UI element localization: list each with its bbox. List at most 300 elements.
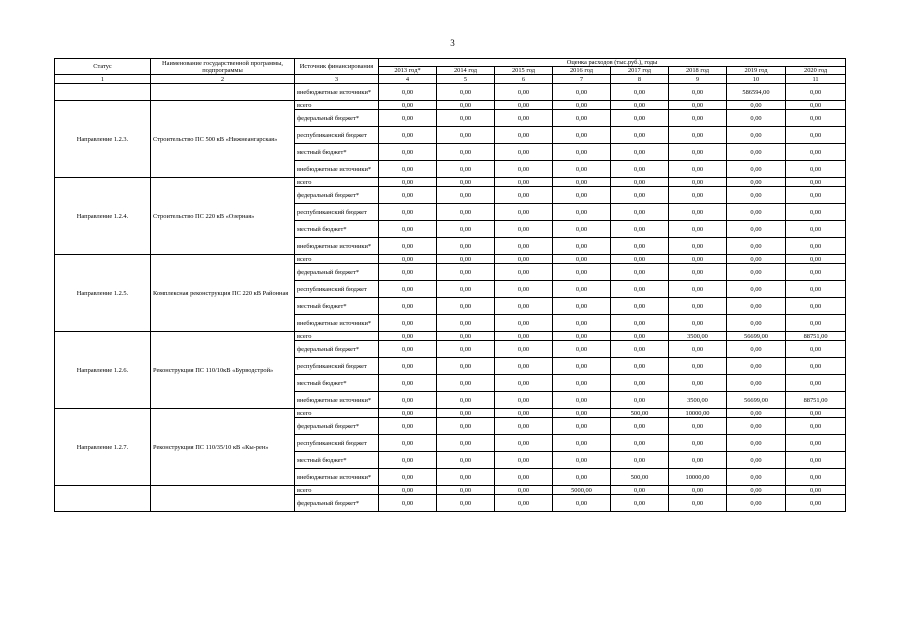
value-cell: 0,00 (437, 435, 495, 452)
value-cell: 0,00 (786, 495, 846, 512)
value-cell: 0,00 (379, 204, 437, 221)
page-number: 3 (450, 38, 455, 48)
value-cell: 0,00 (727, 341, 786, 358)
value-cell: 0,00 (669, 255, 727, 264)
program-name-cell: Реконструкция ПС 110/10кВ «Бурводстрой» (151, 332, 295, 409)
value-cell: 0,00 (611, 255, 669, 264)
value-cell: 0,00 (611, 452, 669, 469)
value-cell: 0,00 (553, 495, 611, 512)
value-cell: 0,00 (786, 298, 846, 315)
value-cell: 0,00 (611, 315, 669, 332)
value-cell: 0,00 (553, 341, 611, 358)
value-cell: 0,00 (669, 204, 727, 221)
funding-source-cell: республиканский бюджет (295, 127, 379, 144)
value-cell: 0,00 (437, 264, 495, 281)
value-cell: 0,00 (379, 452, 437, 469)
value-cell: 0,00 (553, 418, 611, 435)
value-cell: 0,00 (786, 315, 846, 332)
value-cell: 0,00 (379, 101, 437, 110)
value-cell: 0,00 (437, 281, 495, 298)
value-cell: 0,00 (437, 332, 495, 341)
funding-source-cell: внебюджетные источники* (295, 469, 379, 486)
value-cell: 0,00 (611, 341, 669, 358)
value-cell: 0,00 (611, 144, 669, 161)
program-name-cell: Реконструкция ПС 110/35/10 кВ «Кы-рен» (151, 409, 295, 486)
funding-source-cell: федеральный бюджет* (295, 110, 379, 127)
funding-source-cell: внебюджетные источники* (295, 84, 379, 101)
value-cell: 88751,00 (786, 392, 846, 409)
value-cell: 0,00 (611, 204, 669, 221)
value-cell: 0,00 (495, 161, 553, 178)
value-cell: 0,00 (495, 332, 553, 341)
value-cell: 0,00 (611, 238, 669, 255)
value-cell: 0,00 (669, 221, 727, 238)
value-cell: 56699,00 (727, 332, 786, 341)
value-cell: 0,00 (669, 161, 727, 178)
value-cell: 0,00 (786, 161, 846, 178)
table-header (55, 59, 846, 84)
value-cell: 0,00 (379, 486, 437, 495)
value-cell: 0,00 (669, 418, 727, 435)
value-cell: 0,00 (437, 101, 495, 110)
value-cell: 0,00 (669, 264, 727, 281)
value-cell: 0,00 (727, 375, 786, 392)
value-cell: 0,00 (495, 204, 553, 221)
value-cell: 0,00 (669, 486, 727, 495)
value-cell: 0,00 (379, 221, 437, 238)
value-cell: 0,00 (379, 178, 437, 187)
funding-source-cell: всего (295, 255, 379, 264)
funding-source-cell: внебюджетные источники* (295, 238, 379, 255)
value-cell: 0,00 (727, 495, 786, 512)
funding-source-cell: федеральный бюджет* (295, 341, 379, 358)
funding-source-cell: республиканский бюджет (295, 435, 379, 452)
year-header: 2017 год (611, 67, 669, 75)
value-cell: 0,00 (553, 469, 611, 486)
value-cell: 0,00 (495, 298, 553, 315)
value-cell: 0,00 (786, 435, 846, 452)
value-cell: 0,00 (727, 409, 786, 418)
value-cell: 0,00 (727, 255, 786, 264)
value-cell: 0,00 (553, 409, 611, 418)
value-cell: 0,00 (495, 84, 553, 101)
value-cell: 0,00 (611, 358, 669, 375)
budget-table (54, 58, 846, 512)
value-cell: 0,00 (786, 358, 846, 375)
value-cell: 0,00 (437, 409, 495, 418)
value-cell: 0,00 (437, 315, 495, 332)
value-cell: 0,00 (437, 238, 495, 255)
value-cell: 0,00 (786, 178, 846, 187)
value-cell: 586594,00 (727, 84, 786, 101)
value-cell: 0,00 (553, 375, 611, 392)
value-cell: 0,00 (786, 110, 846, 127)
value-cell: 0,00 (495, 127, 553, 144)
value-cell: 0,00 (611, 418, 669, 435)
value-cell: 0,00 (495, 392, 553, 409)
value-cell: 0,00 (786, 187, 846, 204)
value-cell: 0,00 (786, 375, 846, 392)
value-cell: 0,00 (727, 435, 786, 452)
column-number: 8 (611, 75, 669, 84)
value-cell: 0,00 (437, 204, 495, 221)
year-header: 2014 год (437, 67, 495, 75)
value-cell: 0,00 (437, 469, 495, 486)
funding-source-cell: всего (295, 101, 379, 110)
table-row (55, 255, 846, 264)
value-cell: 0,00 (495, 221, 553, 238)
value-cell: 0,00 (727, 204, 786, 221)
column-number: 11 (786, 75, 846, 84)
value-cell: 0,00 (669, 435, 727, 452)
value-cell: 0,00 (611, 392, 669, 409)
value-cell: 0,00 (437, 452, 495, 469)
value-cell: 0,00 (786, 127, 846, 144)
value-cell: 0,00 (379, 315, 437, 332)
status-cell: Направление 1.2.5. (55, 255, 151, 332)
value-cell: 0,00 (437, 375, 495, 392)
year-header: 2015 год (495, 67, 553, 75)
value-cell: 0,00 (786, 255, 846, 264)
column-number-row (55, 75, 846, 84)
value-cell: 0,00 (437, 418, 495, 435)
value-cell: 0,00 (379, 161, 437, 178)
funding-source-cell: всего (295, 409, 379, 418)
table-row (55, 486, 846, 495)
value-cell: 0,00 (553, 110, 611, 127)
value-cell: 10000,00 (669, 469, 727, 486)
column-number: 3 (295, 75, 379, 84)
value-cell: 0,00 (669, 144, 727, 161)
value-cell: 0,00 (727, 315, 786, 332)
value-cell: 10000,00 (669, 409, 727, 418)
value-cell: 0,00 (786, 469, 846, 486)
value-cell: 0,00 (669, 110, 727, 127)
value-cell: 0,00 (669, 127, 727, 144)
value-cell: 0,00 (553, 187, 611, 204)
value-cell: 0,00 (727, 110, 786, 127)
value-cell: 0,00 (669, 452, 727, 469)
value-cell: 0,00 (495, 469, 553, 486)
value-cell: 0,00 (379, 238, 437, 255)
value-cell: 0,00 (437, 392, 495, 409)
value-cell: 0,00 (379, 341, 437, 358)
value-cell: 0,00 (379, 127, 437, 144)
value-cell: 0,00 (611, 187, 669, 204)
value-cell: 0,00 (379, 264, 437, 281)
year-header: 2020 год (786, 67, 846, 75)
value-cell: 0,00 (727, 221, 786, 238)
header-status: Статус (55, 59, 151, 75)
funding-source-cell: местный бюджет* (295, 298, 379, 315)
funding-source-cell: внебюджетные источники* (295, 161, 379, 178)
value-cell: 0,00 (727, 238, 786, 255)
value-cell: 0,00 (553, 161, 611, 178)
value-cell: 0,00 (553, 101, 611, 110)
value-cell: 0,00 (495, 341, 553, 358)
value-cell: 0,00 (553, 255, 611, 264)
value-cell: 0,00 (437, 486, 495, 495)
value-cell: 0,00 (379, 495, 437, 512)
funding-source-cell: республиканский бюджет (295, 281, 379, 298)
value-cell: 0,00 (727, 101, 786, 110)
funding-source-cell: местный бюджет* (295, 452, 379, 469)
value-cell: 0,00 (437, 495, 495, 512)
value-cell: 0,00 (553, 264, 611, 281)
value-cell: 0,00 (553, 127, 611, 144)
value-cell: 0,00 (611, 375, 669, 392)
program-name-cell: Строительство ПС 500 кВ «Нижнеангарская» (151, 101, 295, 178)
value-cell: 0,00 (727, 469, 786, 486)
value-cell: 0,00 (437, 255, 495, 264)
value-cell: 0,00 (379, 332, 437, 341)
value-cell: 0,00 (727, 452, 786, 469)
value-cell: 0,00 (495, 495, 553, 512)
value-cell: 0,00 (495, 409, 553, 418)
value-cell: 0,00 (437, 161, 495, 178)
value-cell: 0,00 (495, 238, 553, 255)
status-cell (55, 486, 151, 512)
value-cell: 0,00 (379, 375, 437, 392)
value-cell: 0,00 (553, 281, 611, 298)
value-cell: 0,00 (786, 341, 846, 358)
value-cell: 56699,00 (727, 392, 786, 409)
status-cell: Направление 1.2.3. (55, 101, 151, 178)
value-cell: 0,00 (611, 281, 669, 298)
value-cell: 0,00 (611, 127, 669, 144)
column-number: 1 (55, 75, 151, 84)
value-cell: 0,00 (495, 264, 553, 281)
funding-source-cell: всего (295, 332, 379, 341)
value-cell: 0,00 (611, 101, 669, 110)
value-cell: 0,00 (611, 435, 669, 452)
funding-source-cell: федеральный бюджет* (295, 495, 379, 512)
value-cell: 500,00 (611, 409, 669, 418)
value-cell: 0,00 (379, 418, 437, 435)
value-cell: 0,00 (553, 315, 611, 332)
program-name-cell (151, 486, 295, 512)
value-cell: 0,00 (611, 298, 669, 315)
value-cell: 0,00 (727, 298, 786, 315)
year-header: 2019 год (727, 67, 786, 75)
value-cell: 0,00 (379, 281, 437, 298)
funding-source-cell: внебюджетные источники* (295, 315, 379, 332)
value-cell: 0,00 (669, 298, 727, 315)
value-cell: 0,00 (379, 187, 437, 204)
funding-source-cell: местный бюджет* (295, 221, 379, 238)
value-cell: 0,00 (611, 178, 669, 187)
value-cell: 0,00 (379, 110, 437, 127)
value-cell: 0,00 (727, 281, 786, 298)
value-cell: 0,00 (786, 418, 846, 435)
value-cell: 0,00 (669, 238, 727, 255)
value-cell: 0,00 (727, 144, 786, 161)
value-cell: 0,00 (611, 495, 669, 512)
value-cell: 0,00 (553, 332, 611, 341)
table-row (55, 101, 846, 110)
value-cell: 500,00 (611, 469, 669, 486)
header-source: Источник финансирования (295, 59, 379, 75)
value-cell: 0,00 (553, 435, 611, 452)
value-cell: 0,00 (495, 452, 553, 469)
table-row (55, 332, 846, 341)
value-cell: 0,00 (495, 178, 553, 187)
value-cell: 0,00 (379, 392, 437, 409)
table-row (55, 178, 846, 187)
column-number: 10 (727, 75, 786, 84)
value-cell: 0,00 (727, 178, 786, 187)
value-cell: 0,00 (495, 187, 553, 204)
funding-source-cell: всего (295, 486, 379, 495)
value-cell: 0,00 (727, 358, 786, 375)
column-number: 2 (151, 75, 295, 84)
value-cell: 3500,00 (669, 392, 727, 409)
year-header: 2013 год* (379, 67, 437, 75)
value-cell: 0,00 (495, 358, 553, 375)
value-cell: 0,00 (669, 375, 727, 392)
column-number: 6 (495, 75, 553, 84)
value-cell: 0,00 (495, 281, 553, 298)
value-cell: 0,00 (553, 298, 611, 315)
value-cell: 0,00 (669, 281, 727, 298)
value-cell: 0,00 (553, 392, 611, 409)
value-cell: 0,00 (437, 358, 495, 375)
value-cell: 0,00 (495, 101, 553, 110)
value-cell: 0,00 (553, 358, 611, 375)
value-cell: 0,00 (437, 298, 495, 315)
column-number: 5 (437, 75, 495, 84)
value-cell: 0,00 (379, 409, 437, 418)
value-cell: 0,00 (727, 486, 786, 495)
value-cell: 0,00 (437, 221, 495, 238)
value-cell: 0,00 (437, 110, 495, 127)
value-cell: 0,00 (611, 221, 669, 238)
value-cell: 0,00 (379, 298, 437, 315)
value-cell: 0,00 (553, 221, 611, 238)
value-cell: 0,00 (727, 127, 786, 144)
value-cell: 0,00 (379, 84, 437, 101)
table-body (55, 84, 846, 512)
value-cell: 0,00 (437, 127, 495, 144)
funding-source-cell: местный бюджет* (295, 375, 379, 392)
value-cell: 0,00 (495, 435, 553, 452)
value-cell: 0,00 (786, 238, 846, 255)
value-cell: 0,00 (786, 281, 846, 298)
status-cell: Направление 1.2.7. (55, 409, 151, 486)
funding-source-cell: местный бюджет* (295, 144, 379, 161)
value-cell: 0,00 (727, 264, 786, 281)
value-cell: 0,00 (495, 375, 553, 392)
value-cell: 0,00 (786, 221, 846, 238)
value-cell: 0,00 (669, 358, 727, 375)
value-cell: 0,00 (786, 264, 846, 281)
value-cell: 0,00 (669, 495, 727, 512)
header-name: Наименование государственной программы, подпрограммы (151, 59, 295, 75)
value-cell: 0,00 (611, 332, 669, 341)
value-cell: 0,00 (495, 144, 553, 161)
value-cell: 0,00 (669, 187, 727, 204)
value-cell: 0,00 (669, 315, 727, 332)
value-cell: 0,00 (495, 315, 553, 332)
value-cell: 0,00 (786, 409, 846, 418)
year-header: 2016 год (553, 67, 611, 75)
value-cell: 0,00 (611, 84, 669, 101)
value-cell: 0,00 (727, 161, 786, 178)
value-cell: 0,00 (553, 204, 611, 221)
value-cell: 0,00 (495, 418, 553, 435)
column-number: 4 (379, 75, 437, 84)
value-cell: 0,00 (553, 84, 611, 101)
value-cell: 0,00 (379, 255, 437, 264)
value-cell: 0,00 (786, 84, 846, 101)
value-cell: 0,00 (553, 238, 611, 255)
value-cell: 0,00 (437, 187, 495, 204)
value-cell: 0,00 (727, 187, 786, 204)
value-cell: 0,00 (669, 341, 727, 358)
value-cell: 5000,00 (553, 486, 611, 495)
value-cell: 0,00 (669, 84, 727, 101)
value-cell: 0,00 (611, 486, 669, 495)
value-cell: 0,00 (379, 435, 437, 452)
value-cell: 0,00 (786, 101, 846, 110)
header-estimate: Оценка расходов (тыс.руб.), годы (379, 59, 846, 67)
value-cell: 0,00 (669, 101, 727, 110)
program-name-cell: Комплексная реконструкция ПС 220 кВ Районная (151, 255, 295, 332)
funding-source-cell: всего (295, 178, 379, 187)
funding-source-cell: федеральный бюджет* (295, 187, 379, 204)
value-cell: 0,00 (437, 178, 495, 187)
value-cell: 0,00 (786, 486, 846, 495)
funding-source-cell: республиканский бюджет (295, 358, 379, 375)
column-number: 9 (669, 75, 727, 84)
value-cell: 0,00 (437, 341, 495, 358)
value-cell: 0,00 (437, 84, 495, 101)
funding-source-cell: федеральный бюджет* (295, 418, 379, 435)
value-cell: 0,00 (553, 178, 611, 187)
value-cell: 0,00 (611, 161, 669, 178)
value-cell: 0,00 (495, 110, 553, 127)
status-cell: Направление 1.2.4. (55, 178, 151, 255)
funding-source-cell: внебюджетные источники* (295, 392, 379, 409)
value-cell: 0,00 (379, 469, 437, 486)
value-cell: 0,00 (727, 418, 786, 435)
value-cell: 0,00 (786, 144, 846, 161)
funding-source-cell: республиканский бюджет (295, 204, 379, 221)
program-name-cell: Строительство ПС 220 кВ «Озерная» (151, 178, 295, 255)
status-cell (55, 84, 151, 101)
value-cell: 0,00 (611, 110, 669, 127)
program-name-cell (151, 84, 295, 101)
value-cell: 0,00 (553, 144, 611, 161)
value-cell: 0,00 (379, 144, 437, 161)
year-header: 2018 год (669, 67, 727, 75)
column-number: 7 (553, 75, 611, 84)
value-cell: 0,00 (669, 178, 727, 187)
value-cell: 3500,00 (669, 332, 727, 341)
funding-source-cell: федеральный бюджет* (295, 264, 379, 281)
value-cell: 0,00 (786, 452, 846, 469)
value-cell: 0,00 (611, 264, 669, 281)
value-cell: 0,00 (495, 486, 553, 495)
table-row (55, 409, 846, 418)
value-cell: 88751,00 (786, 332, 846, 341)
value-cell: 0,00 (379, 358, 437, 375)
value-cell: 0,00 (495, 255, 553, 264)
value-cell: 0,00 (553, 452, 611, 469)
table-row (55, 84, 846, 101)
status-cell: Направление 1.2.6. (55, 332, 151, 409)
value-cell: 0,00 (437, 144, 495, 161)
